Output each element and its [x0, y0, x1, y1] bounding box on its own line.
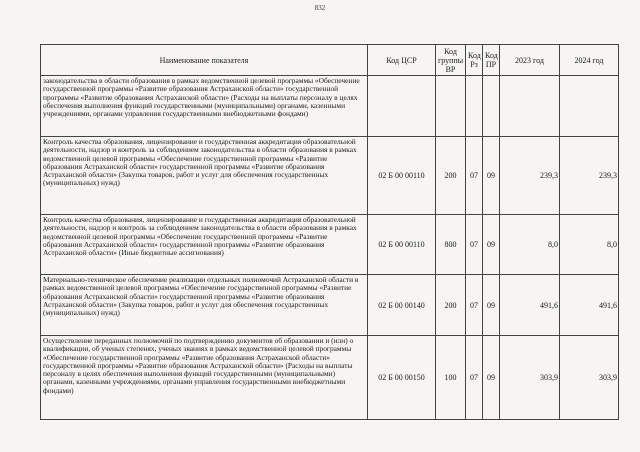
header-2024: 2024 год [560, 45, 619, 76]
row-pr: 09 [483, 137, 500, 215]
page-number: 832 [314, 4, 326, 12]
header-pr: Код ПР [483, 45, 500, 76]
row-csr: 02 Б 00 00150 [368, 336, 436, 420]
table-row [41, 275, 619, 336]
row-2023: 239,3 [500, 137, 560, 215]
row-vr: 200 [436, 137, 466, 215]
row-vr: 100 [436, 336, 466, 420]
row-2023 [500, 76, 560, 137]
table-row [41, 336, 619, 420]
row-description: законодательства в области образования в рамках ведомственной целевой программы «Обеспечение государственной программы «Развитие образования Астраханской области» государственной программы «Развитие образования Астраханской области» (Расходы на выплаты персоналу в целях обеспечения выполнения функций государственными (муниципальными) органами, казенными учреждениями, органами управления государственными внебюджетными фондами) [41, 76, 368, 137]
table-row [41, 215, 619, 275]
row-rz: 07 [466, 215, 483, 275]
table-header-row [41, 45, 619, 76]
row-pr [483, 76, 500, 137]
row-description: Контроль качества образования, лицензирование и государственная аккредитация образовательной деятельности, надзор и контроль за соблюдением законодательства в области образования в рамках ведомственной целевой программы «Обеспечение государственной программы «Развитие образования Астраханской области» государственной программы «Развитие образования Астраханской области» (Закупка товаров, работ и услуг для обеспечения государственных (муниципальных) нужд) [41, 137, 368, 215]
row-csr: 02 Б 00 00140 [368, 275, 436, 336]
row-vr [436, 76, 466, 137]
row-2024: 303,9 [560, 336, 619, 420]
header-vr: Код группы ВР [436, 45, 466, 76]
row-2024: 8,0 [560, 215, 619, 275]
row-2023: 8,0 [500, 215, 560, 275]
row-rz: 07 [466, 275, 483, 336]
header-name: Наименование показателя [41, 45, 368, 76]
row-2023: 491,6 [500, 275, 560, 336]
row-description: Материально-техническое обеспечение реализации отдельных полномочий Астраханской области в рамках ведомственной целевой программы «Обеспечение государственной программы «Развитие образования Астраханской области» государственной программы «Развитие образования Астраханской области» (Закупка товаров, работ и услуг для обеспечения государственных (муниципальных) нужд) [41, 275, 368, 336]
row-pr: 09 [483, 275, 500, 336]
row-pr: 09 [483, 215, 500, 275]
row-rz: 07 [466, 137, 483, 215]
row-csr [368, 76, 436, 137]
row-pr: 09 [483, 336, 500, 420]
budget-table [40, 44, 619, 420]
row-description: Контроль качества образования, лицензирование и государственная аккредитация образовательной деятельности, надзор и контроль за соблюдением законодательства в области образования в рамках ведомственной целевой программы «Обеспечение государственной программы «Развитие образования Астраханской области» государственной программы «Развитие образования Астраханской области» (Иные бюджетные ассигнования) [41, 215, 368, 275]
table-row [41, 137, 619, 215]
row-2023: 303,9 [500, 336, 560, 420]
row-2024: 239,3 [560, 137, 619, 215]
header-csr: Код ЦСР [368, 45, 436, 76]
row-rz [466, 76, 483, 137]
row-vr: 200 [436, 275, 466, 336]
row-2024 [560, 76, 619, 137]
row-rz: 07 [466, 336, 483, 420]
row-csr: 02 Б 00 00110 [368, 215, 436, 275]
row-csr: 02 Б 00 00110 [368, 137, 436, 215]
header-rz: Код Рз [466, 45, 483, 76]
row-2024: 491,6 [560, 275, 619, 336]
table-row [41, 76, 619, 137]
row-vr: 800 [436, 215, 466, 275]
header-2023: 2023 год [500, 45, 560, 76]
row-description: Осуществление переданных полномочий по подтверждению документов об образовании и (или) о квалификации, об ученых степенях, ученых званиях в рамках ведомственной целевой программы «Обеспечение государственной программы «Развитие образования Астраханской области» государственной программы «Развитие образования Астраханской области» (Расходы на выплаты персоналу в целях обеспечения выполнения функций государственными (муниципальными) органами, казенными учреждениями, органами управления государственными внебюджетными фондами) [41, 336, 368, 420]
